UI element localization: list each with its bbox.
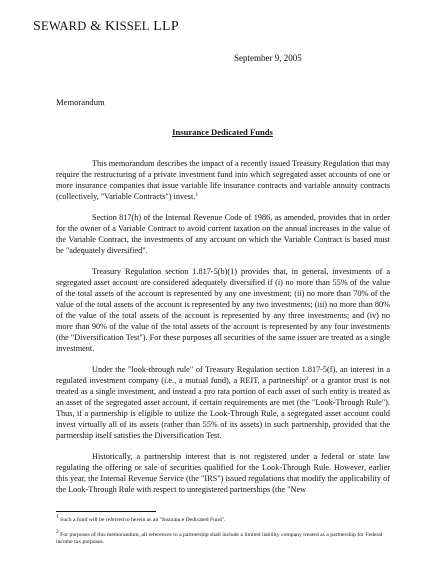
footnote-ref: 2 — [305, 376, 309, 383]
paragraph-text: Under the "look-through rule" of Treasury Regulation section 1.817-5(f), an interest in a regulated investment company (i.e., a mutual fund), a REIT, a partnership — [56, 365, 390, 386]
paragraph-text: or a grantor trust is not treated as a single investment, and instead a pro rata portion of each asset of such entity is treated as an asset of the segregated asset account, if certain requirements are met (the "Look-Through Rule"). Thus, if a partnership is eligible to utilize the Look-Through Rule, a segregated asset account could invest virtually all of its assets (rather than 55% of its assets) in such partnership, provided that the partnership itself satisfies the Diversification Test. — [56, 376, 390, 440]
footnote-1 — [56, 514, 390, 524]
memo-title: Insurance Dedicated Funds — [172, 127, 273, 137]
paragraph — [56, 159, 390, 203]
paragraph: Section 817(h) of the Internal Revenue Code of 1986, as amended, provides that in order for the owner of a Variable Contract to avoid current taxation on the annual increases in the value of the Variable Contract, the investments of any account on which the Variable Contract is based must be "adequately diversified". — [56, 213, 390, 255]
firm-initial-s: S — [33, 19, 41, 34]
firm-ampersand: & — [86, 19, 105, 34]
footnote-2 — [56, 529, 390, 547]
memo-label: Memorandum — [56, 97, 105, 107]
footnote-mark: 2 — [56, 529, 59, 535]
firm-name-part: ISSEL — [115, 19, 150, 33]
firm-suffix: LLP — [149, 19, 179, 34]
paragraph: Historically, a partnership interest that is not registered under a federal or state law regulating the offering or sale of securities qualified for the Look-Through Rule. However, earlier this year, the Internal Revenue Service (the "IRS") issued regulations that modify the applicability of the Look-Through Rule with respect to unregistered partnerships (the "New — [56, 452, 390, 494]
footnote-mark: 1 — [56, 514, 59, 520]
firm-initial-k: K — [104, 19, 116, 34]
footnote-text: For purposes of this memorandum, all references to a partnership shall include a limited liability company treated as a partnership for Federal income tax purposes. — [56, 532, 383, 546]
memo-body — [56, 159, 390, 506]
memo-date: September 9, 2005 — [234, 53, 302, 63]
paragraph: Treasury Regulation section 1.817-5(b)(1) provides that, in general, investments of a segregated asset account are considered adequately diversified if (i) no more than 55% of the value of the total assets of the account is represented by any one investment; (ii) no more than 70% of the value of the total assets of the account is represented by any two investments; (iii) no more than 80% of the value of the total assets of the account is represented by any three investments; and (iv) no more than 90% of the value of the total assets of the account is represented by any four investments (the "Diversification Test"). For these purposes all securities of the same issuer are treated as a single investment. — [56, 267, 390, 353]
paragraph-text: This memorandum describes the impact of a recently issued Treasury Regulation that may require the restructuring of a private investment fund into which segregated asset accounts of one or more insurance companies that issue variable life insurance contracts and variable annuity contracts (collectively, "Variable Contracts") invest. — [56, 159, 390, 201]
firm-name-part: EWARD — [41, 19, 87, 33]
footnote-divider — [56, 511, 156, 512]
footnote-ref: 1 — [195, 191, 199, 198]
footnote-text: Such a fund will be referred to herein as an "Insurance Dedicated Fund". — [58, 517, 226, 523]
firm-letterhead — [33, 19, 179, 35]
paragraph — [56, 365, 390, 441]
